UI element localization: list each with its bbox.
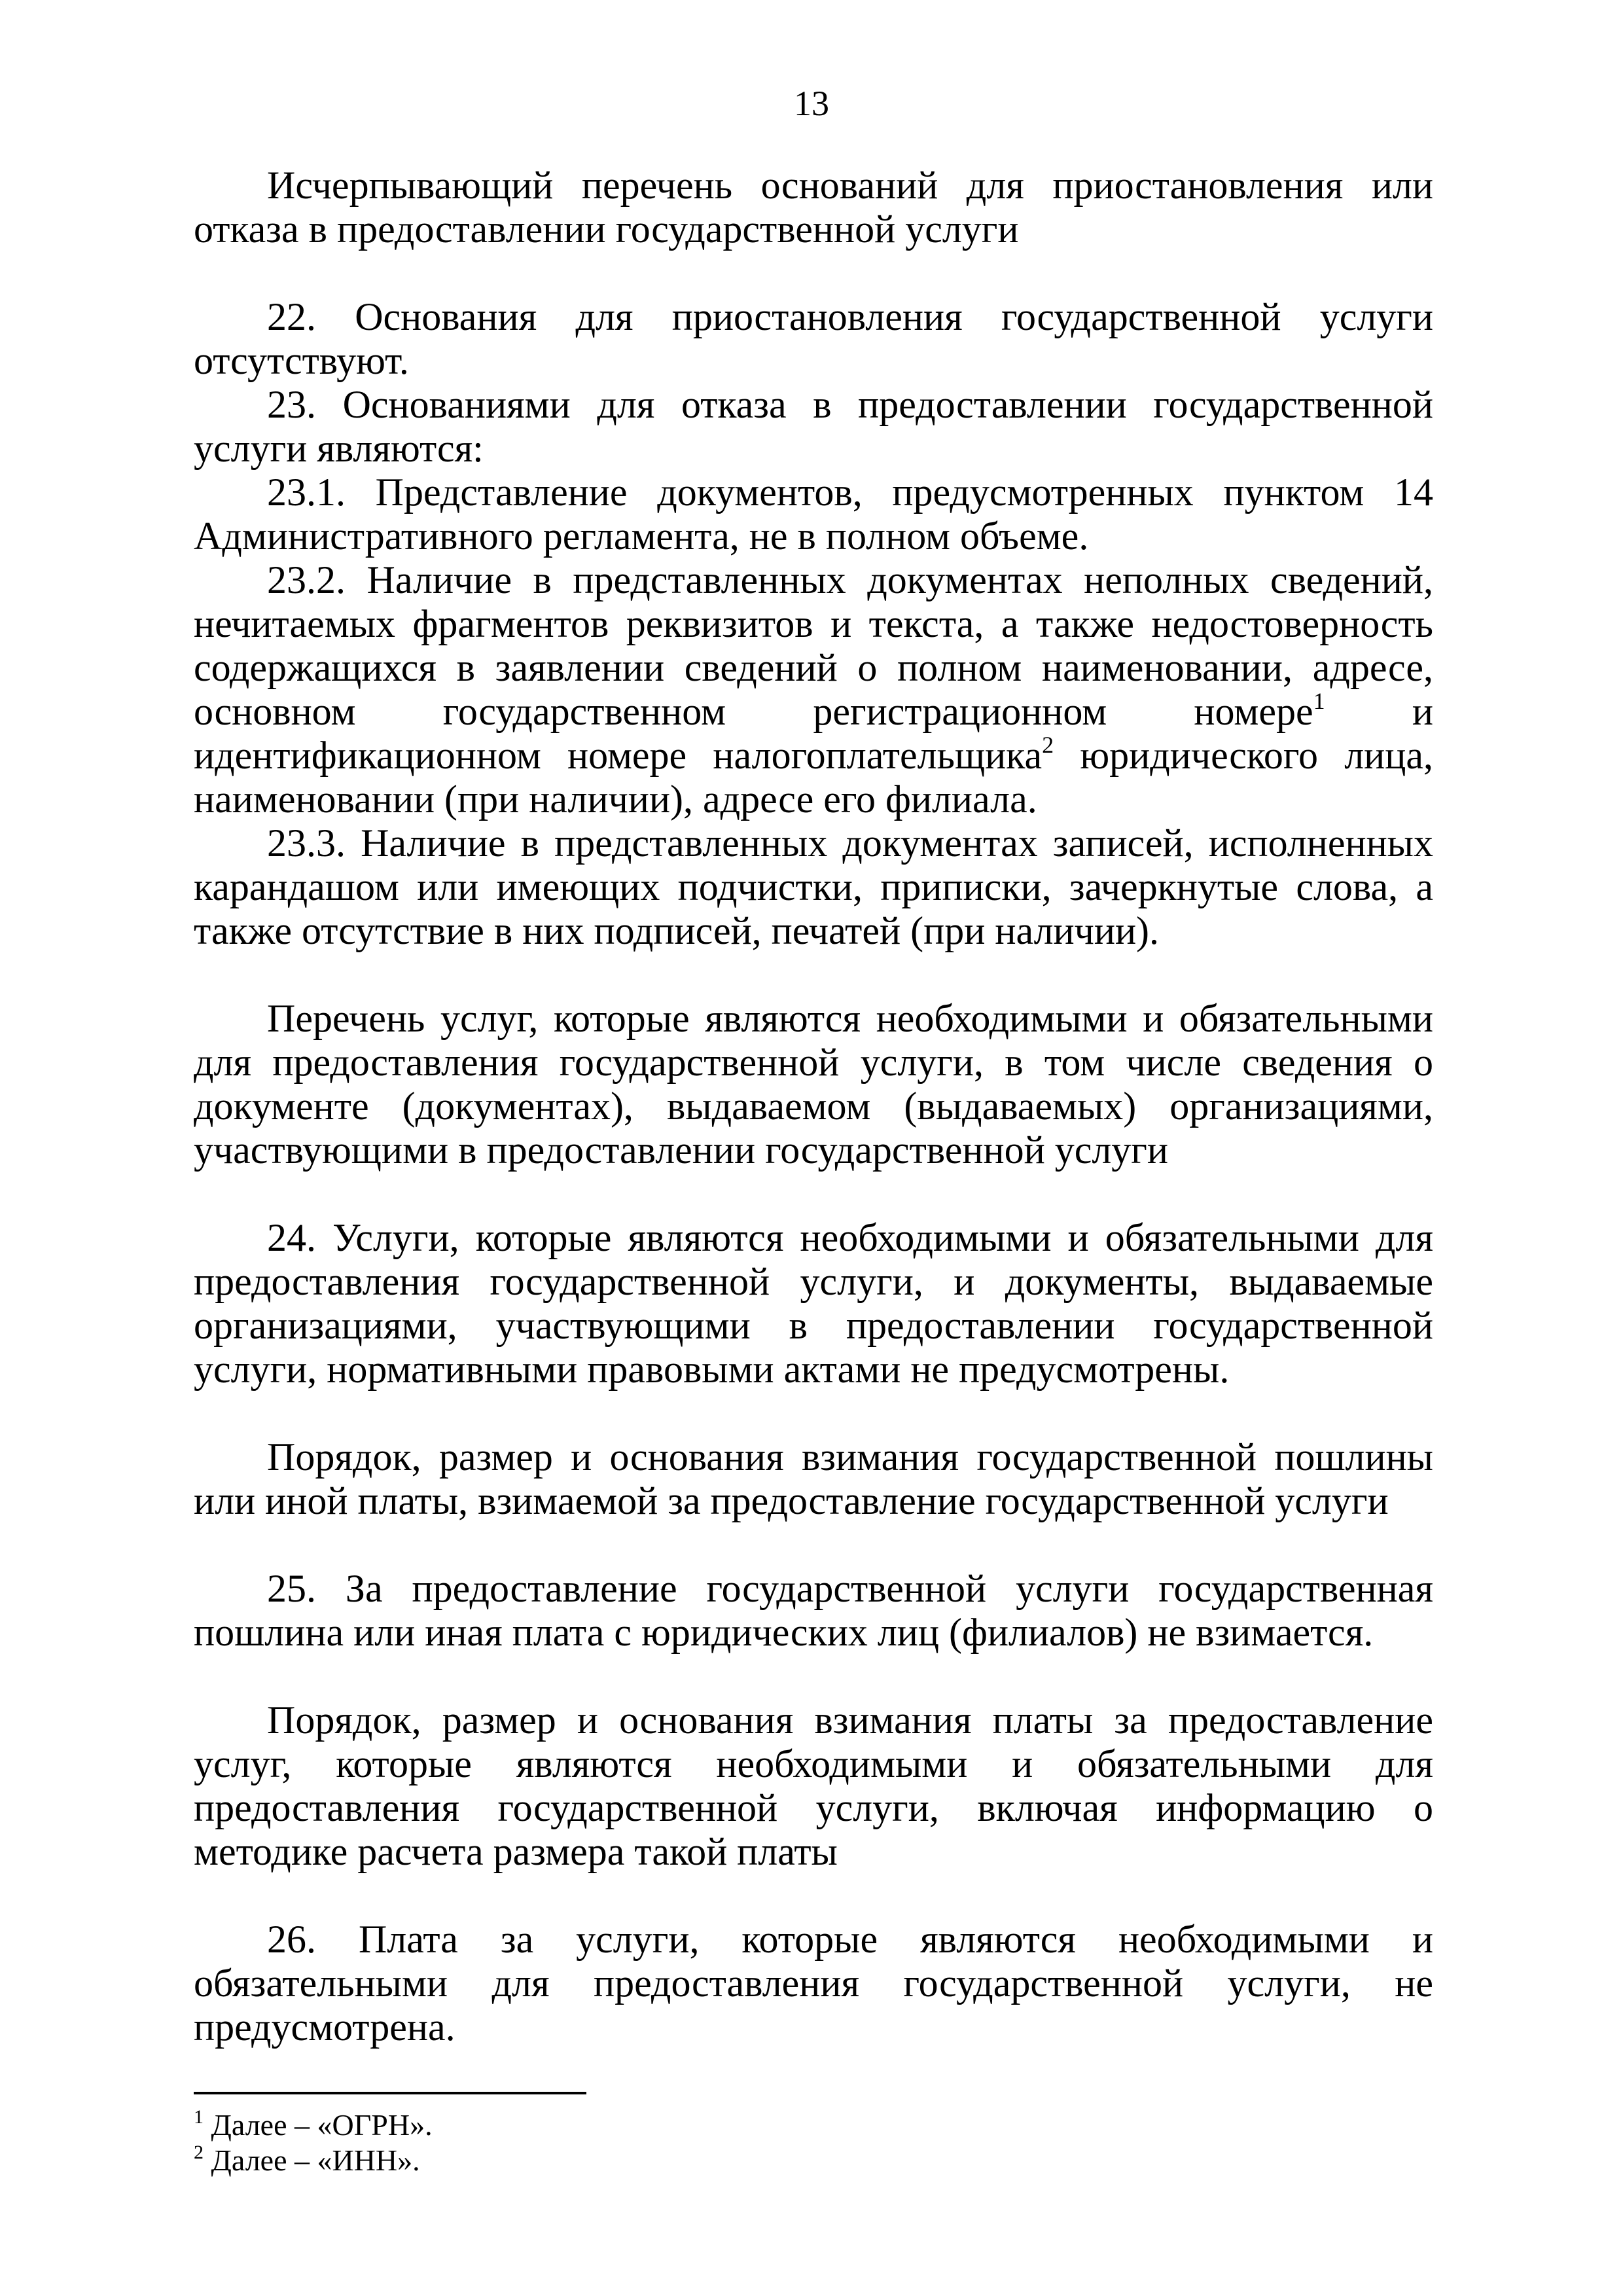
footnote-1 <box>194 2108 979 2143</box>
document-body <box>194 164 1433 2049</box>
section-heading: Перечень услуг, которые являются необходимыми и обязательными для предоставления государственной услуги, в том числе сведения о документе (документах), выдаваемом (выдаваемых) организациями, участвующими в предоставлении государственной услуги <box>194 997 1433 1172</box>
footnotes <box>194 2108 979 2178</box>
footnote-mark: 1 <box>194 2106 204 2128</box>
section-heading: Порядок, размер и основания взимания платы за предоставление услуг, которые являются необходимыми и обязательными для предоставления государственной услуги, включая информацию о методике расчета размера такой платы <box>194 1698 1433 1873</box>
paragraph-23-3: 23.3. Наличие в представленных документах записей, исполненных карандашом или имеющих подчистки, приписки, зачеркнутые слова, а также отсутствие в них подписей, печатей (при наличии). <box>194 821 1433 952</box>
paragraph-23: 23. Основаниями для отказа в предоставлении государственной услуги являются: <box>194 383 1433 470</box>
footnote-ref-1[interactable]: 1 <box>1313 688 1325 714</box>
page-number: 13 <box>794 84 829 123</box>
footnote-mark: 2 <box>194 2142 204 2163</box>
footnote-2 <box>194 2143 979 2178</box>
section-heading: Исчерпывающий перечень оснований для приостановления или отказа в предоставлении государственной услуги <box>194 164 1433 251</box>
footnote-text: Далее – «ОГРН». <box>204 2108 433 2142</box>
footnote-separator <box>194 2092 586 2094</box>
paragraph-23-1: 23.1. Представление документов, предусмотренных пунктом 14 Административного регламента, не в полном объеме. <box>194 471 1433 558</box>
section-heading: Порядок, размер и основания взимания государственной пошлины или иной платы, взимаемой за предоставление государственной услуги <box>194 1435 1433 1522</box>
paragraph-25: 25. За предоставление государственной услуги государственная пошлина или иная плата с юридических лиц (филиалов) не взимается. <box>194 1567 1433 1654</box>
paragraph-26: 26. Плата за услуги, которые являются необходимыми и обязательными для предоставления государственной услуги, не предусмотрена. <box>194 1918 1433 2049</box>
paragraph-23-2-part-c: юридического лица, наименовании (при наличии), адресе его филиала. <box>194 734 1433 821</box>
paragraph-22: 22. Основания для приостановления государственной услуги отсутствуют. <box>194 295 1433 382</box>
paragraph-23-2-part-b: и идентификационном номере налогоплательщика <box>194 690 1434 777</box>
paragraph-23-2 <box>194 558 1433 821</box>
paragraph-24: 24. Услуги, которые являются необходимыми и обязательными для предоставления государственной услуги, и документы, выдаваемые организациями, участвующими в предоставлении государственной услуги, нормативными правовыми актами не предусмотрены. <box>194 1216 1433 1391</box>
paragraph-23-2-part-a: 23.2. Наличие в представленных документах неполных сведений, нечитаемых фрагментов реквизитов и текста, а также недостоверность содержащихся в заявлении сведений о полном наименовании, адресе, основном государственном регистрационном номере <box>194 558 1433 733</box>
footnote-ref-2[interactable]: 2 <box>1042 732 1054 758</box>
footnote-text: Далее – «ИНН». <box>204 2144 420 2177</box>
